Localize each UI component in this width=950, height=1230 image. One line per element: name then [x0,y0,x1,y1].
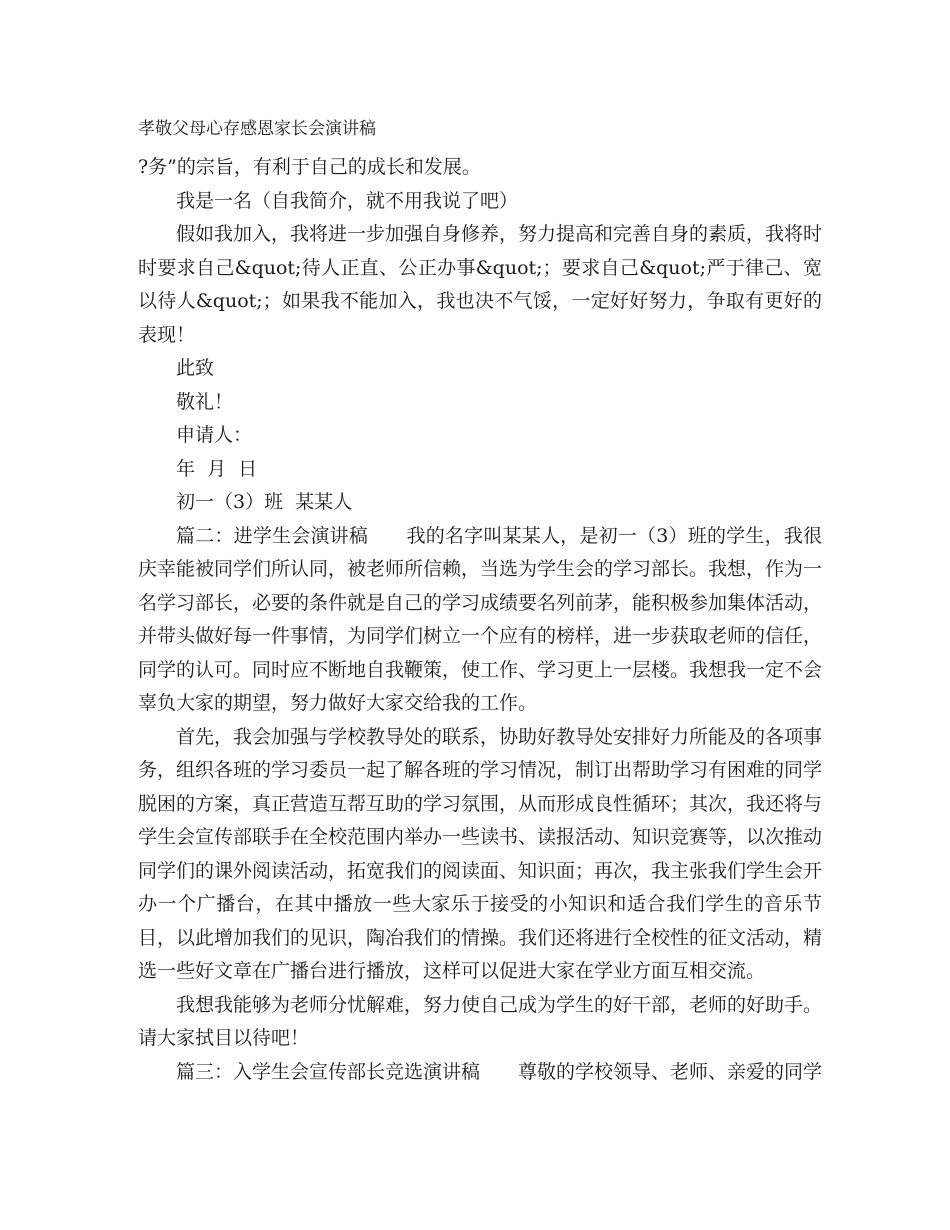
paragraph-continuation: ?务”的宗旨，有利于自己的成长和发展。 [138,156,481,178]
date-line: 年 月 日 [176,457,258,480]
class-signature: 初一（3）班 某某人 [176,491,353,513]
paragraph-self-intro: 我是一名（自我简介，就不用我说了吧） [176,189,519,212]
section-two-intro: 篇二：进学生会演讲稿 我的名字叫某某人，是初一（3）班的学生，我很庆幸能被同学们所认同，被老师所信赖，当选为学生会的学习部长。我想，作为一名学习部长，必要的条件就是自己的学习成绩要名列前茅，能积极参加集体活动，并带头做好每一件事情，为同学们树立一个应有的榜样，进一步获取老师的信任，同学的认可。同时应不断地自我鞭策，使工作、学习更上一层楼。我想我一定不会辜负大家的期望，努力做好大家交给我的工作。 [138,524,823,714]
document-header: 孝敬父母心存感恩家长会演讲稿 [138,119,376,139]
closing-salutation: 此致 [176,357,215,379]
section-two-plan: 首先，我会加强与学校教导处的联系，协助好教导处安排好力所能及的各项事务，组织各班的学习委员一起了解各班的学习情况，制订出帮助学习有困难的同学脱困的方案，真正营造互帮互助的学习氛围，从而形成良性循环；其次，我还将与学生会宣传部联手在全校范围内举办一些读书、读报活动、知识竞赛等，以次推动同学们的课外阅读活动，拓宽我们的阅读面、知识面；再次，我主张我们学生会开办一个广播台，在其中播放一些大家乐于接受的小知识和适合我们学生的音乐节目，以此增加我们的见识，陶冶我们的情操。我们还将进行全校性的征文活动，精选一些好文章在广播台进行播放，这样可以促进大家在学业方面互相交流。 [138,725,823,982]
section-two-closing: 我想我能够为老师分忧解难，努力使自己成为学生的好干部，老师的好助手。请大家拭目以待吧！ [138,993,823,1049]
document-body [138,151,822,1089]
paragraph-commitment: 假如我加入，我将进一步加强自身修养，努力提高和完善自身的素质，我将时时要求自己&quot;待人正直、公正办事&quot;；要求自己&quot;严于律己、宽以待人&quot;；如果我不能加入，我也决不气馁，一定好好努力，争取有更好的表现！ [138,223,823,346]
applicant-label: 申请人： [176,424,253,446]
section-three-intro: 篇三：入学生会宣传部长竞选演讲稿 尊敬的学校领导、老师、亲爱的同学 [176,1060,823,1083]
closing-respect: 敬礼！ [176,390,234,413]
